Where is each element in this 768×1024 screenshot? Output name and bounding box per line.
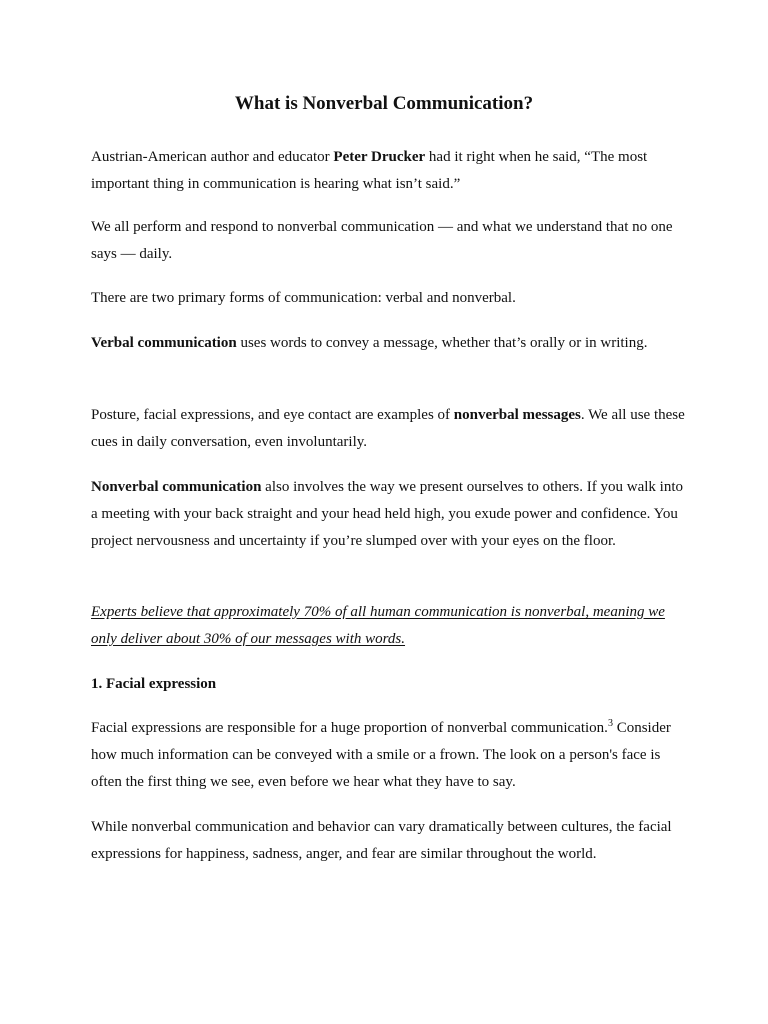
- paragraph-daily-nonverbal: We all perform and respond to nonverbal communication — and what we understand that no one says — daily.: [91, 219, 673, 262]
- bold-term-verbal-communication: Verbal communication: [91, 335, 237, 351]
- paragraph-cultural-variation: While nonverbal communication and behavior can vary dramatically between cultures, the facial expressions for happiness, sadness, anger, and fear are similar throughout the world.: [91, 819, 672, 862]
- paragraph-nonverbal-communication: [91, 474, 685, 555]
- page-title: What is Nonverbal Communication?: [234, 93, 534, 114]
- underlined-italic-statement: Experts believe that approximately 70% of all human communication is nonverbal, meaning we only deliver about 30% of our messages with words.: [91, 604, 665, 647]
- paragraph-text: Facial expressions are responsible for a huge proportion of nonverbal communication.: [91, 720, 608, 736]
- section-heading-facial-expression: 1. Facial expression: [91, 676, 217, 692]
- paragraph-text: also involves the way we present ourselves to others. If you walk into a meeting with your back straight and your head held high, you exude power and confidence. You project nervousness and uncertainty if you’re slumped over with your eyes on the floor.: [91, 479, 683, 549]
- paragraph-facial-expressions: [91, 715, 685, 796]
- paragraph-nonverbal-messages: [91, 402, 685, 456]
- bold-name-peter-drucker: Peter Drucker: [333, 149, 426, 165]
- paragraph-text: had it right when he said, “The most important thing in communication is hearing what isn’t said.”: [91, 149, 648, 192]
- paragraph-two-forms: There are two primary forms of communication: verbal and nonverbal.: [91, 290, 516, 306]
- bold-term-nonverbal-messages: nonverbal messages: [453, 407, 581, 423]
- paragraph-text: uses words to convey a message, whether that’s orally or in writing.: [236, 335, 648, 351]
- paragraph-verbal-communication: [91, 330, 685, 357]
- paragraph-text: . We all use these cues in daily conversation, even involuntarily.: [91, 407, 685, 450]
- paragraph-drucker-quote: [91, 144, 685, 198]
- footnote-reference: 3: [607, 718, 613, 729]
- paragraph-text: Posture, facial expressions, and eye contact are examples of: [91, 407, 454, 423]
- paragraph-experts-believe: [91, 599, 685, 653]
- paragraph-text: Austrian-American author and educator: [91, 149, 334, 165]
- bold-term-nonverbal-communication: Nonverbal communication: [91, 479, 262, 495]
- paragraph-text: Consider how much information can be conveyed with a smile or a frown. The look on a person's face is often the first thing we see, even before we hear what they have to say.: [91, 720, 671, 790]
